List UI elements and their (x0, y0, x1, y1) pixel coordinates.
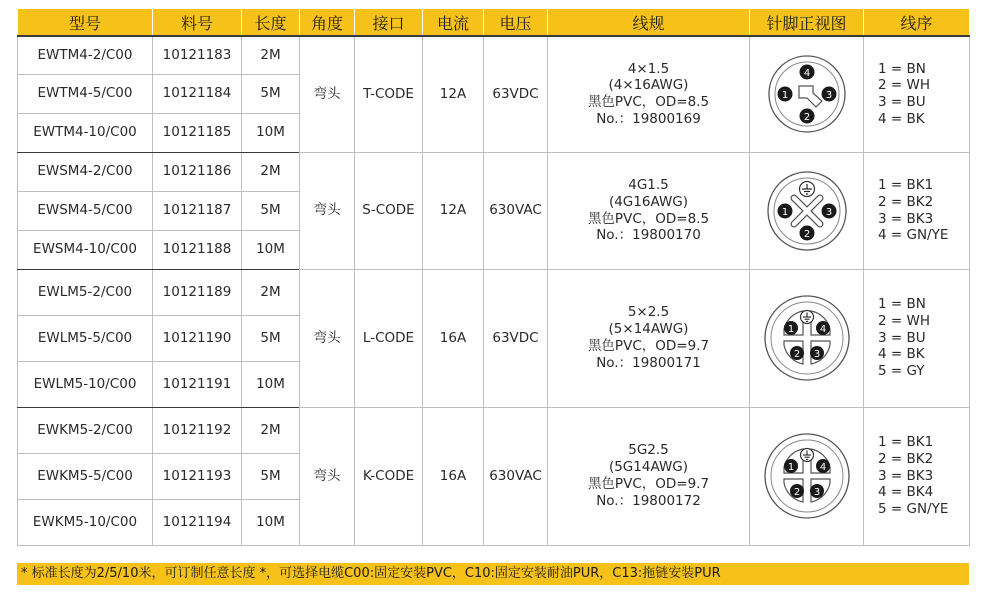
cable-spec-cell (548, 36, 750, 152)
part-cell: 10121186 (153, 152, 242, 191)
header-voltage: 电压 (484, 9, 548, 37)
cable-awg: (5G14AWG) (608, 459, 689, 476)
header-current: 电流 (423, 9, 484, 37)
svg-text:2: 2 (793, 487, 800, 498)
svg-text:4: 4 (803, 68, 810, 80)
header-part: 料号 (153, 9, 242, 37)
wire-entry: 4 = BK (878, 111, 925, 128)
interface-cell: T-CODE (355, 36, 423, 152)
cable-size: 5G2.5 (628, 442, 669, 459)
header-angle: 角度 (300, 9, 355, 37)
model-cell: EWSM4-2/C00 (18, 152, 153, 191)
current-cell: 16A (423, 407, 484, 545)
header-cable: 线规 (548, 9, 750, 37)
svg-text:4: 4 (819, 462, 826, 473)
voltage-cell: 630VAC (484, 407, 548, 545)
cable-jacket: 黑色PVC，OD=9.7 (587, 338, 710, 354)
part-cell: 10121185 (153, 113, 242, 152)
pin-view-cell (750, 407, 864, 545)
header-pin-view: 针脚正视图 (750, 9, 864, 37)
svg-text:1: 1 (787, 462, 794, 473)
svg-text:3: 3 (813, 487, 820, 498)
model-cell: EWKM5-2/C00 (18, 407, 153, 453)
length-cell: 10M (242, 230, 300, 269)
wire-entry: 1 = BN (878, 295, 926, 312)
wiring-cell (864, 36, 970, 152)
table-row (18, 269, 970, 315)
length-cell: 10M (242, 499, 300, 545)
svg-text:1: 1 (781, 206, 788, 218)
interface-cell: S-CODE (355, 152, 423, 269)
cable-spec-cell (548, 407, 750, 545)
part-cell: 10121188 (153, 230, 242, 269)
part-cell: 10121187 (153, 191, 242, 230)
svg-text:3: 3 (825, 90, 832, 102)
length-cell: 5M (242, 74, 300, 113)
cable-size: 5×2.5 (627, 304, 670, 321)
length-cell: 2M (242, 269, 300, 315)
t-code-4pin-icon (766, 53, 848, 135)
part-cell: 10121183 (153, 36, 242, 74)
header-length: 长度 (242, 9, 300, 37)
part-cell: 10121190 (153, 315, 242, 361)
header-row (18, 9, 970, 37)
svg-text:1: 1 (781, 90, 788, 102)
cable-spec-cell (548, 152, 750, 269)
table-row (18, 152, 970, 191)
cable-number: No.：19800172 (596, 492, 701, 509)
model-cell: EWLM5-10/C00 (18, 361, 153, 407)
l-code-5pin-icon (762, 293, 852, 383)
voltage-cell: 630VAC (484, 152, 548, 269)
model-cell: EWKM5-10/C00 (18, 499, 153, 545)
wire-entry: 5 = GY (878, 363, 925, 380)
angle-cell: 弯头 (300, 407, 355, 545)
header-model: 型号 (18, 9, 153, 37)
current-cell: 12A (423, 36, 484, 152)
part-cell: 10121184 (153, 74, 242, 113)
model-cell: EWKM5-5/C00 (18, 453, 153, 499)
svg-text:2: 2 (803, 112, 810, 124)
model-cell: EWSM4-10/C00 (18, 230, 153, 269)
model-cell: EWLM5-2/C00 (18, 269, 153, 315)
header-interface: 接口 (355, 9, 423, 37)
svg-text:1: 1 (787, 324, 794, 335)
model-cell: EWTM4-5/C00 (18, 74, 153, 113)
cable-awg: (5×14AWG) (608, 321, 689, 338)
part-cell: 10121193 (153, 453, 242, 499)
wire-entry: 4 = BK4 (878, 484, 934, 501)
current-cell: 12A (423, 152, 484, 269)
part-cell: 10121192 (153, 407, 242, 453)
interface-cell: K-CODE (355, 407, 423, 545)
table-row (18, 36, 970, 74)
wire-entry: 2 = BK2 (878, 450, 934, 467)
angle-cell: 弯头 (300, 36, 355, 152)
model-cell: EWSM4-5/C00 (18, 191, 153, 230)
svg-text:3: 3 (825, 206, 832, 218)
cable-number: No.：19800171 (596, 354, 701, 371)
pin-view-cell (750, 36, 864, 152)
wire-entry: 3 = BK3 (878, 467, 934, 484)
wiring-cell (864, 152, 970, 269)
wire-entry: 2 = WH (878, 77, 930, 94)
part-cell: 10121194 (153, 499, 242, 545)
footnote: * 标准长度为2/5/10米，可订制任意长度 *，可选择电缆C00:固定安装PVC，C10:固定安装耐油PUR，C13:拖链安装PUR (17, 563, 969, 585)
length-cell: 5M (242, 191, 300, 230)
cable-size: 4G1.5 (628, 176, 669, 193)
length-cell: 10M (242, 361, 300, 407)
part-cell: 10121189 (153, 269, 242, 315)
cable-awg: (4G16AWG) (608, 193, 689, 210)
wire-entry: 1 = BK1 (878, 176, 934, 193)
model-cell: EWTM4-2/C00 (18, 36, 153, 74)
length-cell: 2M (242, 407, 300, 453)
wire-entry: 4 = GN/YE (878, 227, 949, 244)
length-cell: 2M (242, 152, 300, 191)
wire-entry: 1 = BN (878, 60, 926, 77)
svg-text:3: 3 (813, 349, 820, 360)
cable-number: No.：19800169 (596, 111, 701, 128)
svg-text:4: 4 (819, 324, 826, 335)
wire-entry: 4 = BK (878, 346, 925, 363)
cable-number: No.：19800170 (596, 227, 701, 244)
wire-entry: 3 = BK3 (878, 210, 934, 227)
cable-spec-cell (548, 269, 750, 407)
wire-entry: 5 = GN/YE (878, 501, 949, 518)
s-code-4pin-icon (765, 169, 849, 253)
wiring-cell (864, 407, 970, 545)
length-cell: 2M (242, 36, 300, 74)
cable-size: 4×1.5 (627, 60, 670, 77)
voltage-cell: 63VDC (484, 36, 548, 152)
wire-entry: 2 = BK2 (878, 193, 934, 210)
pin-view-cell (750, 152, 864, 269)
part-cell: 10121191 (153, 361, 242, 407)
length-cell: 10M (242, 113, 300, 152)
table-row (18, 407, 970, 453)
length-cell: 5M (242, 315, 300, 361)
cable-awg: (4×16AWG) (608, 77, 689, 94)
cable-jacket: 黑色PVC，OD=8.5 (587, 94, 710, 111)
wire-entry: 1 = BK1 (878, 433, 934, 450)
angle-cell: 弯头 (300, 152, 355, 269)
spec-table (17, 8, 970, 546)
svg-text:2: 2 (803, 228, 810, 240)
wire-entry: 3 = BU (878, 329, 926, 346)
model-cell: EWTM4-10/C00 (18, 113, 153, 152)
svg-text:2: 2 (793, 349, 800, 360)
model-cell: EWLM5-5/C00 (18, 315, 153, 361)
length-cell: 5M (242, 453, 300, 499)
voltage-cell: 63VDC (484, 269, 548, 407)
wire-entry: 3 = BU (878, 94, 926, 111)
wiring-cell (864, 269, 970, 407)
k-code-5pin-icon (762, 431, 852, 521)
current-cell: 16A (423, 269, 484, 407)
header-wiring: 线序 (864, 9, 970, 37)
cable-jacket: 黑色PVC，OD=8.5 (587, 210, 710, 227)
angle-cell: 弯头 (300, 269, 355, 407)
interface-cell: L-CODE (355, 269, 423, 407)
wire-entry: 2 = WH (878, 312, 930, 329)
cable-jacket: 黑色PVC，OD=9.7 (587, 476, 710, 492)
pin-view-cell (750, 269, 864, 407)
